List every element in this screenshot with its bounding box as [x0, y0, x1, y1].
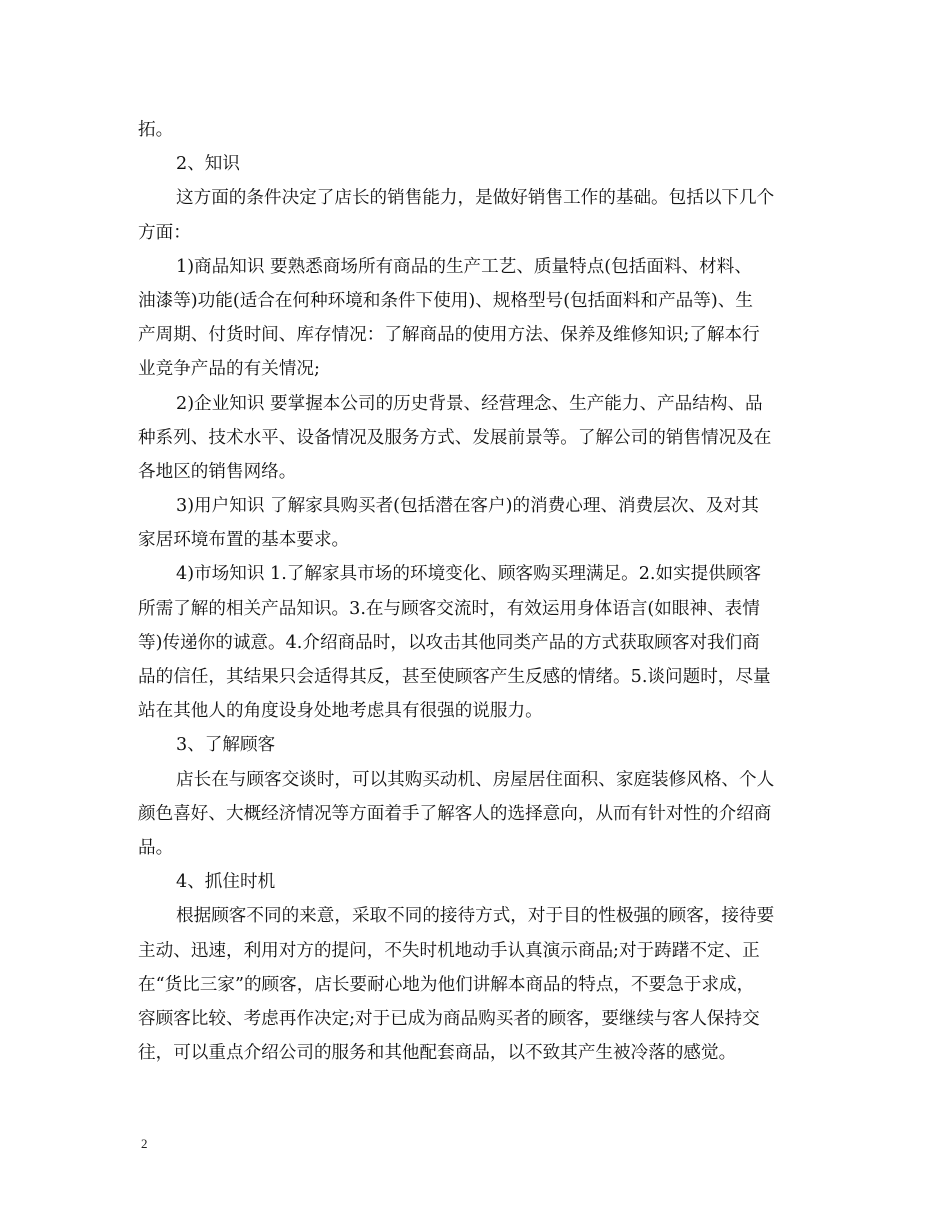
- paragraph-line: 往，可以重点介绍公司的服务和其他配套商品，以不致其产生被冷落的感觉。: [138, 1043, 737, 1064]
- paragraph-line: 3)用户知识 了解家具购买者(包括潜在客户)的消费心理、消费层次、及对其: [176, 496, 759, 517]
- text-line: 拓。: [138, 120, 174, 140]
- paragraph-line: 品。: [138, 837, 174, 858]
- paragraph-line: 各地区的销售网络。: [138, 461, 297, 482]
- paragraph-line: 品的信任，其结果只会适得其反，甚至使顾客产生反感的情绪。5.谈问题时，尽量: [138, 667, 771, 687]
- paragraph-line: 根据顾客不同的来意，采取不同的接待方式，对于目的性极强的顾客，接待要: [176, 906, 775, 927]
- paragraph-line: 业竞争产品的有关情况;: [138, 359, 320, 380]
- paragraph-line: 2)企业知识 要掌握本公司的历史背景、经营理念、生产能力、产品结构、品: [176, 393, 763, 414]
- paragraph-line: 家居环境布置的基本要求。: [138, 530, 350, 551]
- paragraph-line: 产周期、付货时间、库存情况：了解商品的使用方法、保养及维修知识;了解本行: [138, 325, 760, 346]
- paragraph-line: 4)市场知识 1.了解家具市场的环境变化、顾客购买理满足。2.如实提供顾客: [176, 564, 762, 585]
- paragraph-line: 方面：: [138, 222, 191, 243]
- paragraph-line: 油漆等)功能(适合在何种环境和条件下使用)、规格型号(包括面料和产品等)、生: [138, 290, 753, 311]
- section-heading: 3、了解顾客: [176, 735, 276, 756]
- paragraph-line: 站在其他人的角度设身处地考虑具有很强的说服力。: [138, 701, 543, 722]
- paragraph-line: 主动、迅速，利用对方的提问，不失时机地动手认真演示商品;对于踌躇不定、正: [138, 940, 760, 961]
- paragraph-line: 在“货比三家”的顾客，店长要耐心地为他们讲解本商品的特点，不要急于求成，: [138, 974, 755, 995]
- section-heading: 2、知识: [176, 154, 240, 175]
- document-body: [138, 113, 814, 1070]
- paragraph-line: 等)传递你的诚意。4.介绍商品时，以攻击其他同类产品的方式获取顾客对我们商: [138, 632, 760, 653]
- paragraph-line: 所需了解的相关产品知识。3.在与顾客交流时，有效运用身体语言(如眼神、表情: [138, 598, 760, 619]
- paragraph-line: 这方面的条件决定了店长的销售能力，是做好销售工作的基础。包括以下几个: [176, 188, 775, 209]
- paragraph-line: 容顾客比较、考虑再作决定;对于已成为商品购买者的顾客，要继续与客人保持交: [138, 1008, 760, 1029]
- section-heading: 4、抓住时机: [176, 872, 276, 893]
- paragraph-line: 1)商品知识 要熟悉商场所有商品的生产工艺、质量特点(包括面料、材料、: [176, 256, 752, 277]
- page-number: 2: [141, 1136, 148, 1151]
- paragraph-line: 颜色喜好、大概经济情况等方面着手了解客人的选择意向，从而有针对性的介绍商: [138, 803, 772, 824]
- paragraph-line: 店长在与顾客交谈时，可以其购买动机、房屋居住面积、家庭装修风格、个人: [176, 769, 775, 790]
- paragraph-line: 种系列、技术水平、设备情况及服务方式、发展前景等。了解公司的销售情况及在: [138, 427, 772, 448]
